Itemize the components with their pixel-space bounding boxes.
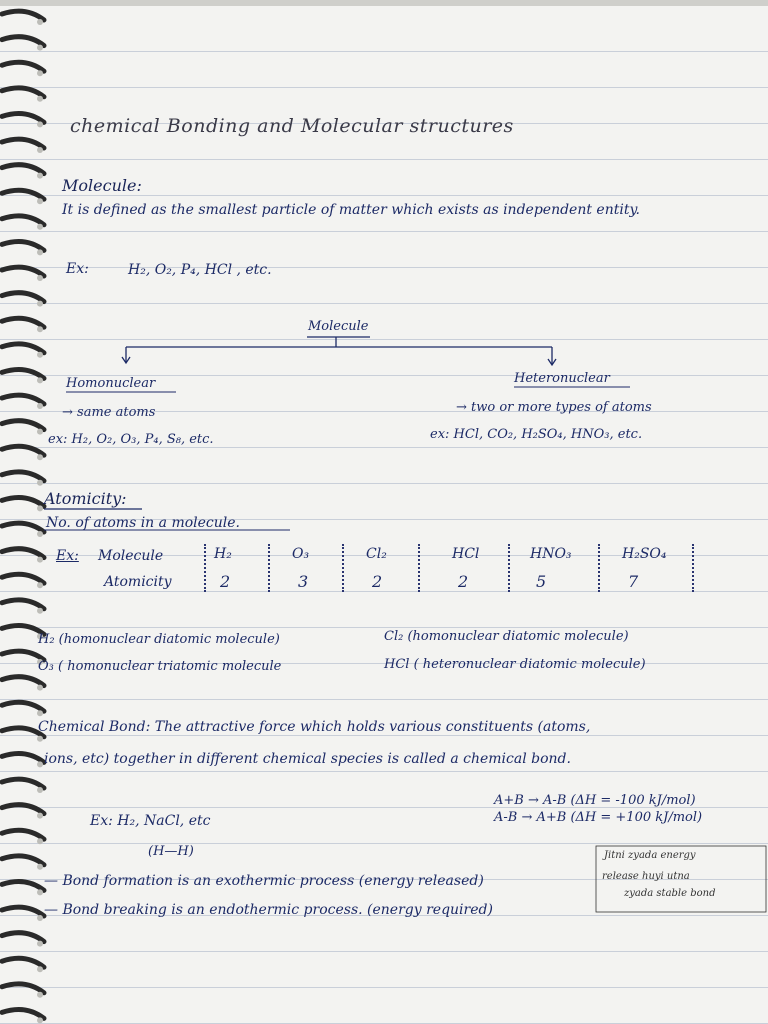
- binding-hole: [37, 121, 43, 127]
- spiral-ring: [2, 856, 44, 865]
- spiral-ring: [2, 472, 44, 481]
- binding-hole: [37, 787, 43, 793]
- binding-hole: [37, 813, 43, 819]
- spiral-ring: [2, 1009, 44, 1018]
- binding-hole: [37, 96, 43, 102]
- spiral-ring: [2, 881, 44, 890]
- table-ex-label: Ex:: [56, 548, 79, 564]
- molecule-example-prefix: Ex:: [66, 261, 89, 277]
- spiral-ring: [2, 805, 44, 814]
- note-h2: H₂ (homonuclear diatomic molecule): [38, 632, 280, 647]
- heteronuclear-examples: ex: HCl, CO₂, H₂SO₄, HNO₃, etc.: [430, 427, 643, 442]
- binding-hole: [37, 480, 43, 486]
- binding-hole: [37, 966, 43, 972]
- note-o3: O₃ ( homonuclear triatomic molecule: [38, 659, 282, 674]
- binding-hole: [37, 275, 43, 281]
- spiral-ring: [2, 421, 44, 430]
- spiral-binding: [0, 0, 70, 1024]
- bond-examples: Ex: H₂, NaCl, etc: [90, 813, 211, 829]
- binding-hole: [37, 1017, 43, 1023]
- binding-hole: [37, 761, 43, 767]
- spiral-ring: [2, 62, 44, 71]
- binding-hole: [37, 173, 43, 179]
- table-column-separator: [204, 544, 206, 592]
- table-atomicity-cell: 7: [628, 572, 639, 591]
- page-title: chemical Bonding and Molecular structures: [70, 115, 514, 137]
- spiral-ring: [2, 753, 44, 762]
- spiral-ring: [2, 216, 44, 225]
- spiral-ring: [2, 830, 44, 839]
- tree-root-label: Molecule: [308, 319, 369, 334]
- homonuclear-examples: ex: H₂, O₂, O₃, P₄, S₈, etc.: [48, 432, 214, 447]
- spiral-ring: [2, 293, 44, 302]
- molecule-heading: Molecule:: [62, 176, 142, 195]
- spiral-ring: [2, 779, 44, 788]
- spiral-ring: [2, 88, 44, 97]
- note-cl2: Cl₂ (homonuclear diatomic molecule): [384, 629, 629, 644]
- homonuclear-title: Homonuclear: [66, 376, 156, 391]
- homonuclear-description: → same atoms: [62, 405, 156, 420]
- binding-hole: [37, 710, 43, 716]
- table-molecule-cell: O₃: [292, 546, 310, 562]
- molecule-definition: It is defined as the smallest particle of matter which exists as independent entity.: [62, 202, 640, 218]
- spiral-ring: [2, 933, 44, 942]
- atomicity-heading: Atomicity:: [44, 489, 127, 508]
- binding-hole: [37, 326, 43, 332]
- binding-hole: [37, 19, 43, 25]
- binding-hole: [37, 224, 43, 230]
- spiral-ring: [2, 600, 44, 609]
- spiral-ring: [2, 113, 44, 122]
- binding-hole: [37, 352, 43, 358]
- table-column-separator: [508, 544, 510, 592]
- spiral-ring: [2, 318, 44, 327]
- heteronuclear-title: Heteronuclear: [514, 371, 610, 386]
- binding-hole: [37, 45, 43, 51]
- table-column-separator: [692, 544, 694, 592]
- binding-hole: [37, 301, 43, 307]
- binding-hole: [37, 736, 43, 742]
- spiral-ring: [2, 574, 44, 583]
- binding-hole: [37, 941, 43, 947]
- spiral-ring: [2, 241, 44, 250]
- bond-definition-line-1: Chemical Bond: The attractive force which holds various constituents (atoms,: [38, 719, 591, 735]
- atomicity-definition: No. of atoms in a molecule.: [46, 515, 240, 531]
- binding-hole: [37, 838, 43, 844]
- spiral-ring: [2, 958, 44, 967]
- binding-hole: [37, 403, 43, 409]
- table-column-separator: [598, 544, 600, 592]
- binding-hole: [37, 70, 43, 76]
- binding-hole: [37, 377, 43, 383]
- side-note-line-2: release huyi utna: [602, 871, 690, 882]
- table-molecule-cell: H₂: [214, 546, 232, 562]
- spiral-ring: [2, 907, 44, 916]
- note-hcl: HCl ( heteronuclear diatomic molecule): [384, 657, 646, 672]
- spiral-ring: [2, 446, 44, 455]
- table-row-label-molecule: Molecule: [98, 548, 164, 564]
- molecule-examples: H₂, O₂, P₄, HCl , etc.: [128, 262, 272, 278]
- bond-equation-formation: A+B → A-B (ΔH = -100 kJ/mol): [494, 793, 696, 808]
- spiral-ring: [2, 139, 44, 148]
- heteronuclear-description: → two or more types of atoms: [456, 400, 652, 415]
- binding-hole: [37, 198, 43, 204]
- spiral-ring: [2, 190, 44, 199]
- binding-hole: [37, 454, 43, 460]
- binding-hole: [37, 249, 43, 255]
- side-note-line-1: Jitni zyada energy: [604, 850, 696, 861]
- spiral-ring: [2, 523, 44, 532]
- spiral-ring: [2, 549, 44, 558]
- binding-hole: [37, 505, 43, 511]
- bond-formation-point: — Bond formation is an exothermic process (energy released): [44, 873, 484, 889]
- spiral-ring: [2, 11, 44, 20]
- table-atomicity-cell: 5: [536, 572, 547, 591]
- table-atomicity-cell: 3: [298, 572, 309, 591]
- table-column-separator: [342, 544, 344, 592]
- table-molecule-cell: HCl: [452, 546, 480, 562]
- binding-hole: [37, 531, 43, 537]
- spiral-ring: [2, 37, 44, 46]
- bond-example-structure: (H—H): [148, 844, 194, 859]
- table-atomicity-cell: 2: [458, 572, 469, 591]
- bond-definition-line-2: ions, etc) together in different chemical species is called a chemical bond.: [44, 751, 571, 767]
- table-molecule-cell: HNO₃: [530, 546, 572, 562]
- binding-hole: [37, 685, 43, 691]
- binding-hole: [37, 557, 43, 563]
- table-column-separator: [418, 544, 420, 592]
- spiral-ring: [2, 344, 44, 353]
- table-molecule-cell: Cl₂: [366, 546, 387, 562]
- binding-hole: [37, 147, 43, 153]
- binding-hole: [37, 582, 43, 588]
- table-atomicity-cell: 2: [220, 572, 231, 591]
- binding-hole: [37, 608, 43, 614]
- binding-hole: [37, 992, 43, 998]
- spiral-ring: [2, 984, 44, 993]
- binding-hole: [37, 429, 43, 435]
- table-atomicity-cell: 2: [372, 572, 383, 591]
- spiral-ring: [2, 369, 44, 378]
- table-row-label-atomicity: Atomicity: [104, 574, 172, 590]
- table-molecule-cell: H₂SO₄: [622, 546, 667, 562]
- spiral-ring: [2, 267, 44, 276]
- spiral-ring: [2, 165, 44, 174]
- bond-equation-breaking: A-B → A+B (ΔH = +100 kJ/mol): [494, 810, 703, 825]
- spiral-ring: [2, 677, 44, 686]
- spiral-ring: [2, 395, 44, 404]
- binding-hole: [37, 889, 43, 895]
- side-note-line-3: zyada stable bond: [624, 888, 716, 899]
- spiral-ring: [2, 497, 44, 506]
- page-top-edge: [0, 0, 768, 6]
- table-column-separator: [268, 544, 270, 592]
- bond-breaking-point: — Bond breaking is an endothermic process. (energy required): [44, 902, 493, 918]
- binding-hole: [37, 864, 43, 870]
- binding-hole: [37, 915, 43, 921]
- spiral-ring: [2, 702, 44, 711]
